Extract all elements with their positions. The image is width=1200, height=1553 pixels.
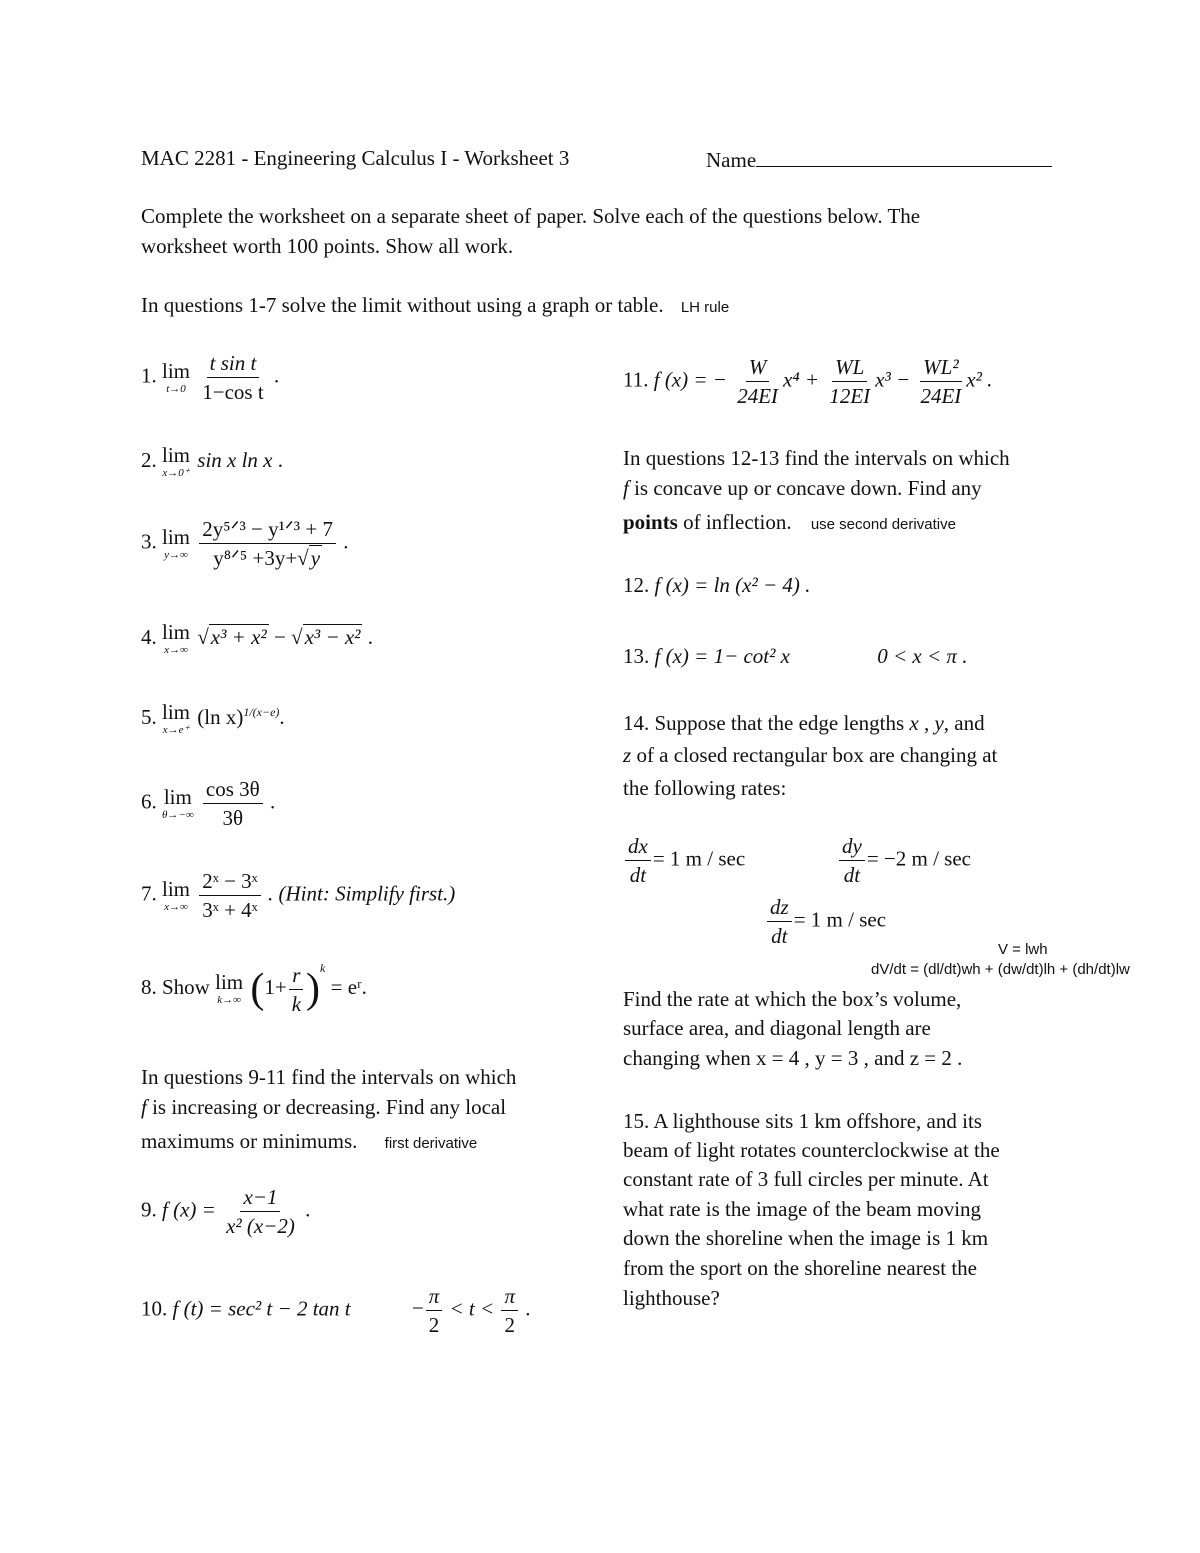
question-12: 12. f (x) = ln (x² − 4) . — [623, 573, 811, 597]
question-14-line-2: z of a closed rectangular box are changing at — [623, 743, 998, 767]
question-15-line-1: 15. A lighthouse sits 1 km offshore, and its — [623, 1109, 982, 1133]
question-15-line-7: lighthouse? — [623, 1286, 720, 1310]
intro-line-2: worksheet worth 100 points. Show all work. — [141, 234, 514, 258]
fraction: $\frac{\text{t sin t}}{\text{1−cos t}}$ — [202, 351, 264, 405]
question-7: 7. lim x→∞ $\frac{\text{2ˣ − 3ˣ}}{\text{3ˣ + 4ˣ}}$ . (Hint: Simplify first.) — [141, 869, 456, 923]
fraction: $\frac{dz}{dt}$ — [767, 896, 792, 947]
question-14-line-4: Find the rate at which the box’s volume, — [623, 987, 962, 1011]
limit-operator: lim y→∞ — [162, 524, 191, 561]
question-14-line-6: changing when x = 4 , y = 3 , and z = 2 . — [623, 1046, 963, 1070]
handwritten-note-volume: V = lwh — [998, 941, 1048, 958]
section-limits-text: In questions 1-7 solve the limit without using a graph or table. — [141, 293, 664, 317]
question-15-line-5: down the shoreline when the image is 1 km — [623, 1226, 989, 1250]
section-increasing-line-2: f is increasing or decreasing. Find any local — [141, 1095, 507, 1119]
question-9: 9. f (x) = $\frac{x-1}{\text{x² (x−2)}}$ . — [141, 1185, 311, 1239]
question-15-line-2: beam of light rotates counterclockwise at the — [623, 1138, 1000, 1162]
question-8: 8. Show lim k→∞ (1+ $\frac{r}{k}$ )$^k$ = eʳ. — [141, 961, 367, 1016]
fraction: $\frac{\text{WL²}}{24EI}$ — [920, 355, 962, 409]
fraction: $\frac{x-1}{\text{x² (x−2)}}$ — [226, 1185, 295, 1239]
question-6: 6. lim θ→−∞ $\frac{\cos 3\theta}{3\theta}$ . — [141, 777, 276, 831]
limit-operator: lim k→∞ — [215, 970, 244, 1007]
name-field[interactable] — [706, 148, 1052, 171]
question-13: 13. f (x) = 1− cot² x 0 < x < π . — [623, 644, 968, 668]
section-concave-line-1: In questions 12-13 find the intervals on which — [623, 446, 1010, 470]
intro-line-1: Complete the worksheet on a separate sheet of paper. Solve each of the questions below. The — [141, 204, 921, 228]
question-2: 2. lim x→0⁺ sin x ln x . — [141, 443, 283, 479]
sqrt-symbol: √ — [197, 624, 209, 649]
rate-dz-dt: $\frac{dz}{dt}$ = 1 m / sec — [765, 896, 886, 947]
name-underline — [756, 148, 1052, 167]
question-15-line-3: constant rate of 3 full circles per minute. At — [623, 1167, 989, 1191]
question-15-line-6: from the sport on the shoreline nearest the — [623, 1256, 977, 1280]
worksheet-title: MAC 2281 - Engineering Calculus I - Worksheet 3 — [141, 146, 570, 170]
fraction: $\frac{\pi}{2}$ — [426, 1285, 443, 1336]
fraction: $\frac{\pi}{2}$ — [501, 1285, 518, 1336]
question-10: 10. f (t) = sec² t − 2 tan t − $\frac{\pi}{2}$ < t < $\frac{\pi}{2}$ . — [141, 1284, 531, 1338]
question-14-line-5: surface area, and diagonal length are — [623, 1016, 931, 1040]
fraction: $\frac{W}{24EI}$ — [737, 355, 779, 409]
question-5: 5. lim x→e⁺ (ln x)$^{1/(x-e)}$. — [141, 700, 285, 736]
sqrt-symbol: √ — [291, 624, 303, 649]
fraction: $\frac{\cos 3\theta}{3\theta}$ — [203, 778, 263, 829]
section-concave-line-3: points of inflection. use second derivative — [623, 510, 956, 534]
limit-operator: lim t→0 — [162, 358, 191, 395]
limit-operator: lim x→0⁺ — [162, 443, 191, 479]
fraction: $\frac{dx}{dt}$ — [625, 835, 651, 886]
question-14-line-3: the following rates: — [623, 776, 787, 800]
section-increasing-line-3: maximums or minimums. first derivative — [141, 1129, 478, 1153]
section-concave-line-2: f is concave up or concave down. Find any — [623, 476, 982, 500]
limit-operator: lim x→e⁺ — [162, 700, 191, 736]
question-11: 11. f (x) = − $\frac{W}{24EI}$ x⁴ + $\frac{WL}{12EI}$ x³ − $\frac{\text{WL²}}{24EI}$ x² . — [623, 355, 993, 409]
rate-dx-dt: $\frac{dx}{dt}$ = 1 m / sec — [623, 835, 745, 886]
question-14-line-1: 14. Suppose that the edge lengths x , y, and — [623, 711, 985, 735]
fraction: $\frac{dy}{dt}$ — [839, 835, 865, 886]
fraction: $\frac{WL}{12EI}$ — [829, 355, 871, 409]
fraction: $\frac{r}{k}$ — [289, 964, 304, 1015]
fraction: $\frac{\text{2y⁵ᐟ³ − y¹ᐟ³ + 7}}{\text{y⁸ᐟ⁵ +3y+√y}}$ — [199, 518, 336, 569]
section-limits — [141, 295, 729, 316]
question-15-line-4: what rate is the image of the beam moving — [623, 1197, 982, 1221]
section-increasing-line-1: In questions 9-11 find the intervals on which — [141, 1065, 517, 1089]
handwritten-note-second-derivative: use second derivative — [810, 516, 956, 533]
limit-operator: lim x→∞ — [162, 620, 191, 656]
question-1: 1. lim t→0 $\frac{\text{t sin t}}{\text{1−cos t}}$ . — [141, 351, 280, 405]
rate-dy-dt: $\frac{dy}{dt}$ = −2 m / sec — [837, 835, 971, 886]
name-label: Name — [706, 148, 757, 172]
question-3: 3. lim y→∞ $\frac{\text{2y⁵ᐟ³ − y¹ᐟ³ + 7}}{\text{y⁸ᐟ⁵ +3y+√y}}$ . — [141, 517, 349, 571]
handwritten-note-first-derivative: first derivative — [384, 1135, 478, 1152]
handwritten-note-dvdt: dV/dt = (dl/dt)wh + (dw/dt)lh + (dh/dt)lw — [871, 961, 1130, 978]
hint: . (Hint: Simplify first.) — [268, 881, 456, 906]
handwritten-note-lh: LH rule — [680, 299, 730, 316]
limit-operator: lim θ→−∞ — [162, 784, 194, 821]
question-4: 4. lim x→∞ √x³ + x² − √x³ − x² . — [141, 620, 373, 656]
limit-operator: lim x→∞ — [162, 876, 191, 913]
fraction: $\frac{\text{2ˣ − 3ˣ}}{\text{3ˣ + 4ˣ}}$ — [199, 870, 260, 921]
